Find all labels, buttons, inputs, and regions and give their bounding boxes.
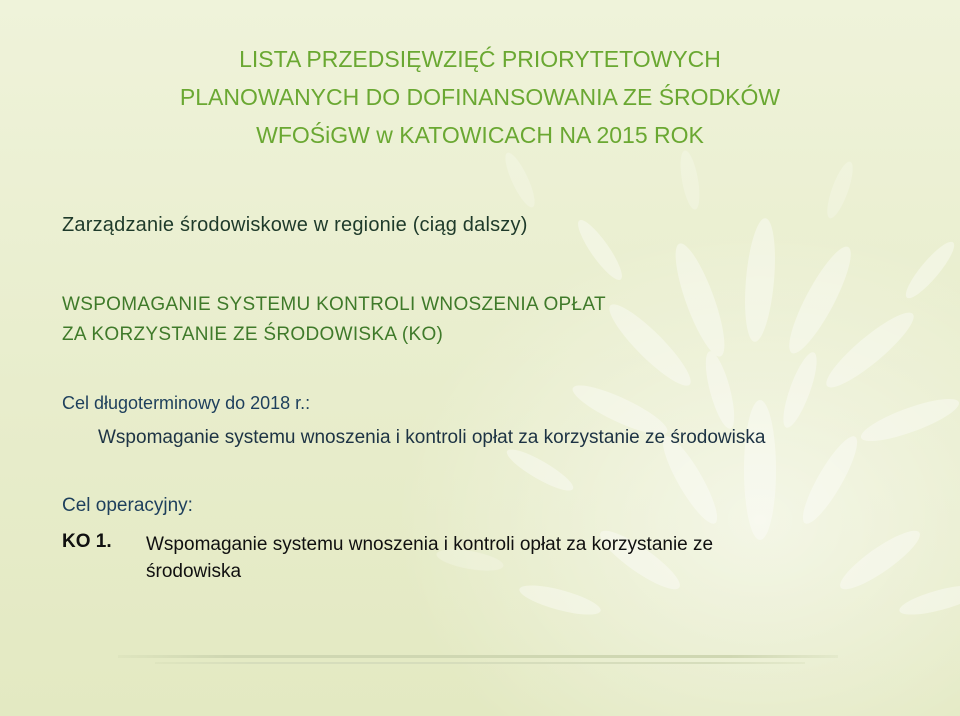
slide-title-line-3: WFOŚiGW w KATOWICACH NA 2015 ROK [256,122,704,148]
section-subtitle: Zarządzanie środowiskowe w regionie (ciąg dalszy) [62,214,528,236]
slide-title [100,40,860,154]
footer-divider-upper [118,655,838,658]
operational-goal-text: Wspomaganie systemu wnoszenia i kontroli opłat za korzystanie ze środowiska [146,534,714,582]
operational-goal-label: Cel operacyjny: [62,495,193,516]
operational-goal-code: KO 1. [62,531,112,552]
slide-title-line-2: PLANOWANYCH DO DOFINANSOWANIA ZE ŚRODKÓW [179,84,781,110]
footer-divider-lower [155,662,805,664]
program-title-line-2: ZA KORZYSTANIE ZE ŚRODOWISKA (KO) [62,324,444,345]
program-title-line-1: WSPOMAGANIE SYSTEMU KONTROLI WNOSZENIA OPŁAT [62,294,606,315]
program-title [62,290,606,350]
long-term-goal-label: Cel długoterminowy do 2018 r.: [62,393,311,413]
slide-title-line-1: LISTA PRZEDSIĘWZIĘĆ PRIORYTETOWYCH [239,46,721,72]
long-term-goal-text: Wspomaganie systemu wnoszenia i kontroli opłat za korzystanie ze środowiska [98,427,766,448]
